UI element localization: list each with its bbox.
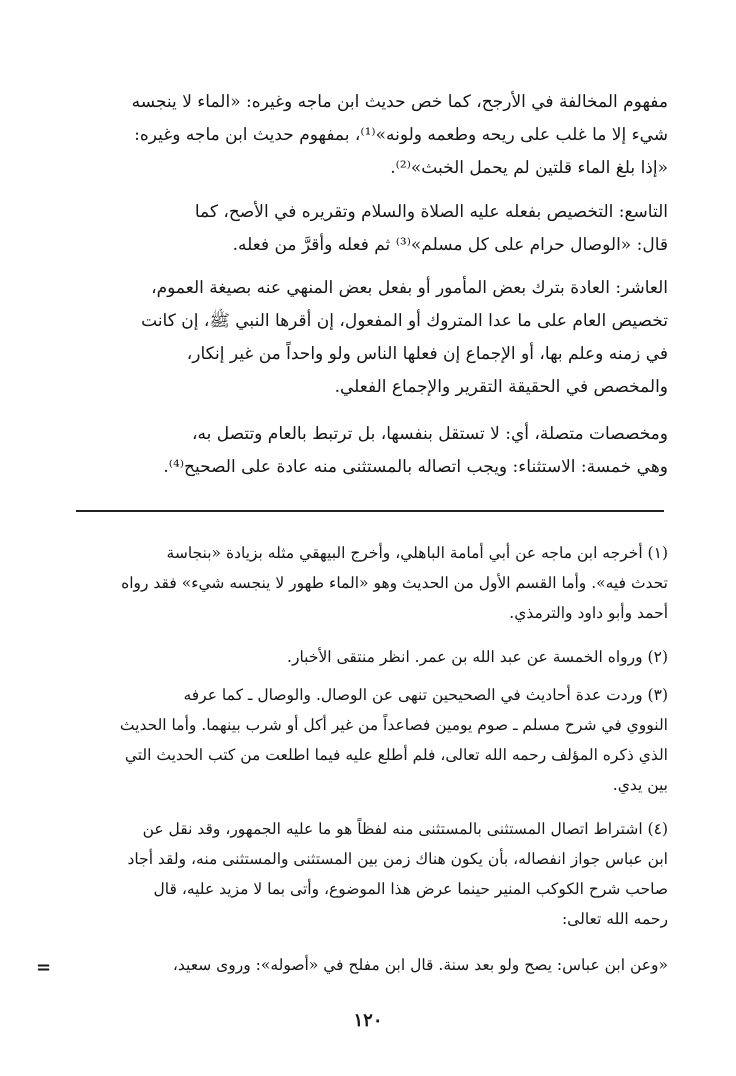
text-line: قال: «الوصال حرام على كل مسلم»⁽³⁾ ثم فعله وأقرَّ من فعله. [232,235,668,255]
text-line: تخصيص العام على ما عدا المتروك أو المفعول، إن أقرها النبي ﷺ، إن كانت [141,311,668,331]
text-line: «وعن ابن عباس: يصح ولو بعد سنة. قال ابن مفلح في «أصوله»: وروى سعيد، [172,956,668,974]
text-line: تحدث فيه». وأما القسم الأول من الحديث وهو «الماء طهور لا ينجسه شيء» فقد رواه [121,574,668,592]
text-line: (٢) ورواه الخمسة عن عبد الله بن عمر. انظر منتقى الأخبار. [287,648,668,666]
text-line: مفهوم المخالفة في الأرجح، كما خص حديث ابن ماجه وغيره: «الماء لا ينجسه [131,92,668,112]
text-line: الذي ذكره المؤلف رحمه الله تعالى، فلم أطلع عليه فيما اطلعت من كتب الحديث التي [124,746,668,764]
footnote-4 [76,814,668,934]
text-line: (١) أخرجه ابن ماجه عن أبي أمامة الباهلي، وأخرج البيهقي مثله بزيادة «بنجاسة [166,544,668,562]
body-paragraph-3 [76,272,668,404]
text-line: (٤) اشتراط اتصال المستثنى بالمستثنى منه لفظاً هو ما عليه الجمهور، وقد نقل عن [142,820,668,838]
text-line: والمخصص في الحقيقة التقرير والإجماع الفعلي. [334,377,668,397]
text-line: (٣) وردت عدة أحاديث في الصحيحين تنهى عن الوصال. والوصال ـ كما عرفه [183,686,668,704]
text-line: ومخصصات متصلة، أي: لا تستقل بنفسها، بل ترتبط بالعام وتتصل به، [191,424,668,444]
text-line: أحمد وأبو داود والترمذي. [509,604,668,622]
text-line: النووي في شرح مسلم ـ صوم يومين فصاعداً من غير أكل أو شرب بينهما. وأما الحديث [119,716,668,734]
footnote-3 [76,680,668,800]
text-line: العاشر: العادة بترك بعض المأمور أو بفعل بعض المنهي عنه بصيغة العموم، [151,278,668,298]
text-line: بين يدي. [612,776,668,794]
text-line: وهي خمسة: الاستثناء: ويجب اتصاله بالمستثنى منه عادة على الصحيح⁽⁴⁾. [163,457,668,477]
page-number: ١٢٠ [353,1010,383,1031]
body-paragraph-1 [76,86,668,185]
body-paragraph-4 [76,418,668,484]
text-line: شيء إلا ما غلب على ريحه وطعمه ولونه»⁽¹⁾، بمفهوم حديث ابن ماجه وغيره: [134,125,668,145]
body-paragraph-2 [76,196,668,262]
text-line: صاحب شرح الكوكب المنير حينما عرض هذا الموضوع، وأتى بما لا مزيد عليه، قال [153,880,668,898]
text-line: رحمه الله تعالى: [561,910,668,928]
footnote-4-quote [76,950,668,980]
text-line: «إذا بلغ الماء قلتين لم يحمل الخبث»⁽²⁾. [390,158,668,178]
text-line: في زمنه وعلم بها، أو الإجماع إن فعلها الناس ولو واحداً من غير إنكار، [186,344,668,364]
footnote-separator [76,510,664,512]
text-line: ابن عباس جواز انفصاله، بأن يكون هناك زمن بين المستثنى والمستثنى منه، ولقد أجاد [127,850,668,868]
continuation-mark: = [36,957,52,978]
footnote-1 [76,538,668,628]
footnote-2 [76,642,668,672]
text-line: التاسع: التخصيص بفعله عليه الصلاة والسلام وتقريره في الأصح، كما [194,202,668,222]
